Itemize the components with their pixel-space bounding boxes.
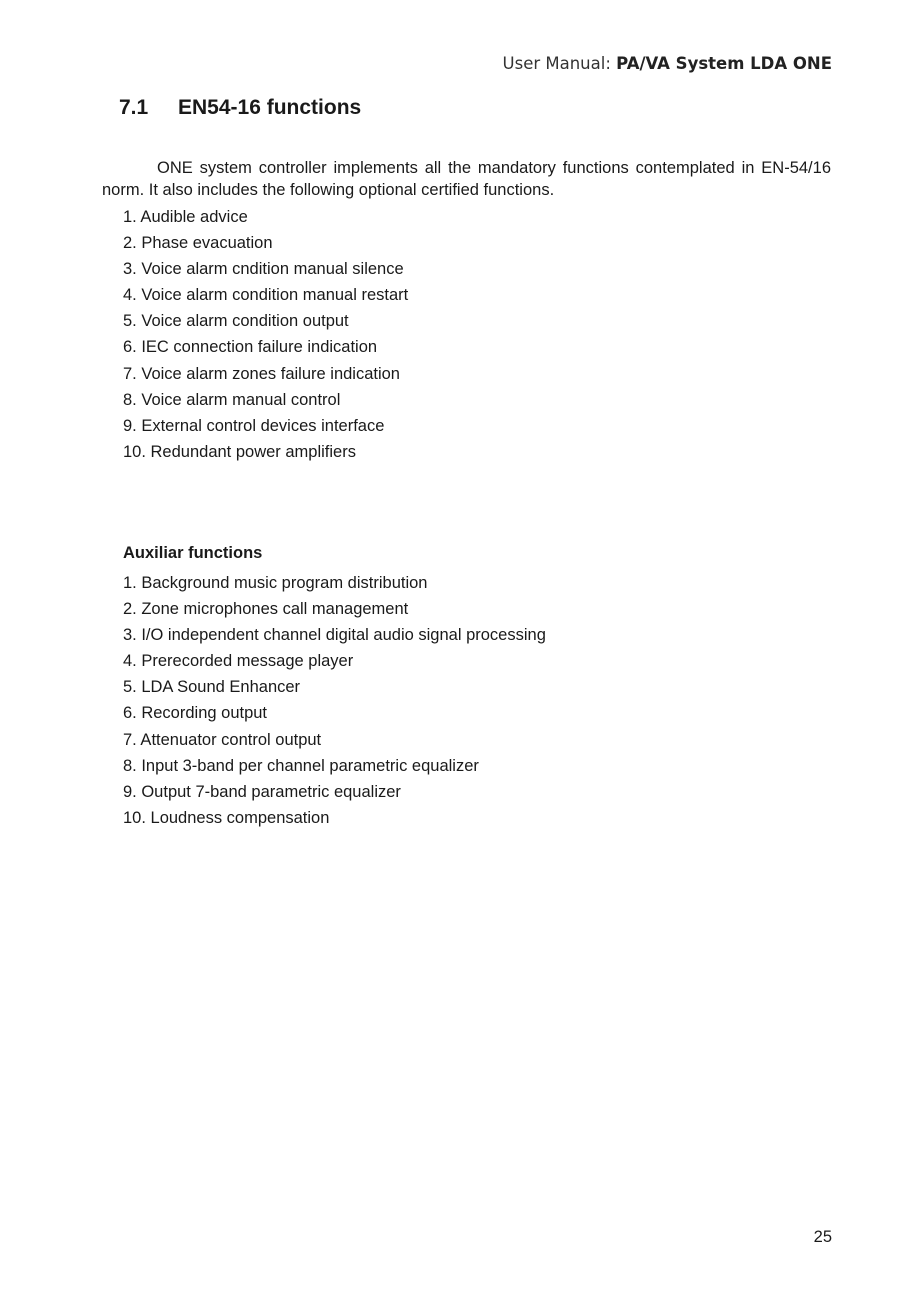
list-item: 3. Voice alarm cndition manual silence [123, 260, 404, 279]
list-item: 7. Voice alarm zones failure indication [123, 364, 400, 383]
list-item: 9. Output 7-band parametric equalizer [123, 782, 401, 801]
running-header [503, 54, 832, 73]
header-prefix: User Manual: [502, 54, 617, 73]
list-item: 4. Voice alarm condition manual restart [123, 286, 409, 305]
list-item: 4. Prerecorded message player [123, 652, 354, 671]
section-title: EN54-16 functions [178, 96, 362, 119]
list-item: 7. Attenuator control output [123, 730, 322, 749]
list-item: 1. Background music program distribution [123, 574, 428, 592]
certified-functions-list [123, 204, 408, 465]
list-item: 1. Audible advice [123, 208, 248, 226]
page-number: 25 [813, 1228, 832, 1246]
list-item: 3. I/O independent channel digital audio signal processing [123, 626, 546, 645]
list-item: 10. Loudness compensation [123, 808, 330, 827]
section-number: 7.1 [119, 96, 149, 119]
header-title: PA/VA System LDA ONE [616, 54, 832, 73]
auxiliar-heading: Auxiliar functions [123, 544, 263, 562]
list-item: 6. Recording output [123, 704, 268, 723]
section-heading [119, 96, 361, 120]
list-item: 8. Voice alarm manual control [123, 390, 341, 409]
list-item: 5. Voice alarm condition output [123, 312, 349, 331]
list-item: 5. LDA Sound Enhancer [123, 678, 301, 697]
list-item: 6. IEC connection failure indication [123, 338, 378, 357]
list-item: 8. Input 3-band per channel parametric equalizer [123, 756, 479, 775]
list-item: 10. Redundant power amplifiers [123, 442, 356, 461]
auxiliar-functions-list [123, 570, 546, 831]
list-item: 2. Phase evacuation [123, 234, 273, 253]
list-item: 9. External control devices interface [123, 416, 385, 435]
intro-paragraph: ONE system controller implements all the mandatory functions contemplated in EN-54/16 norm. It also includes the following optional certified functions. [102, 159, 831, 199]
list-item: 2. Zone microphones call management [123, 600, 409, 619]
